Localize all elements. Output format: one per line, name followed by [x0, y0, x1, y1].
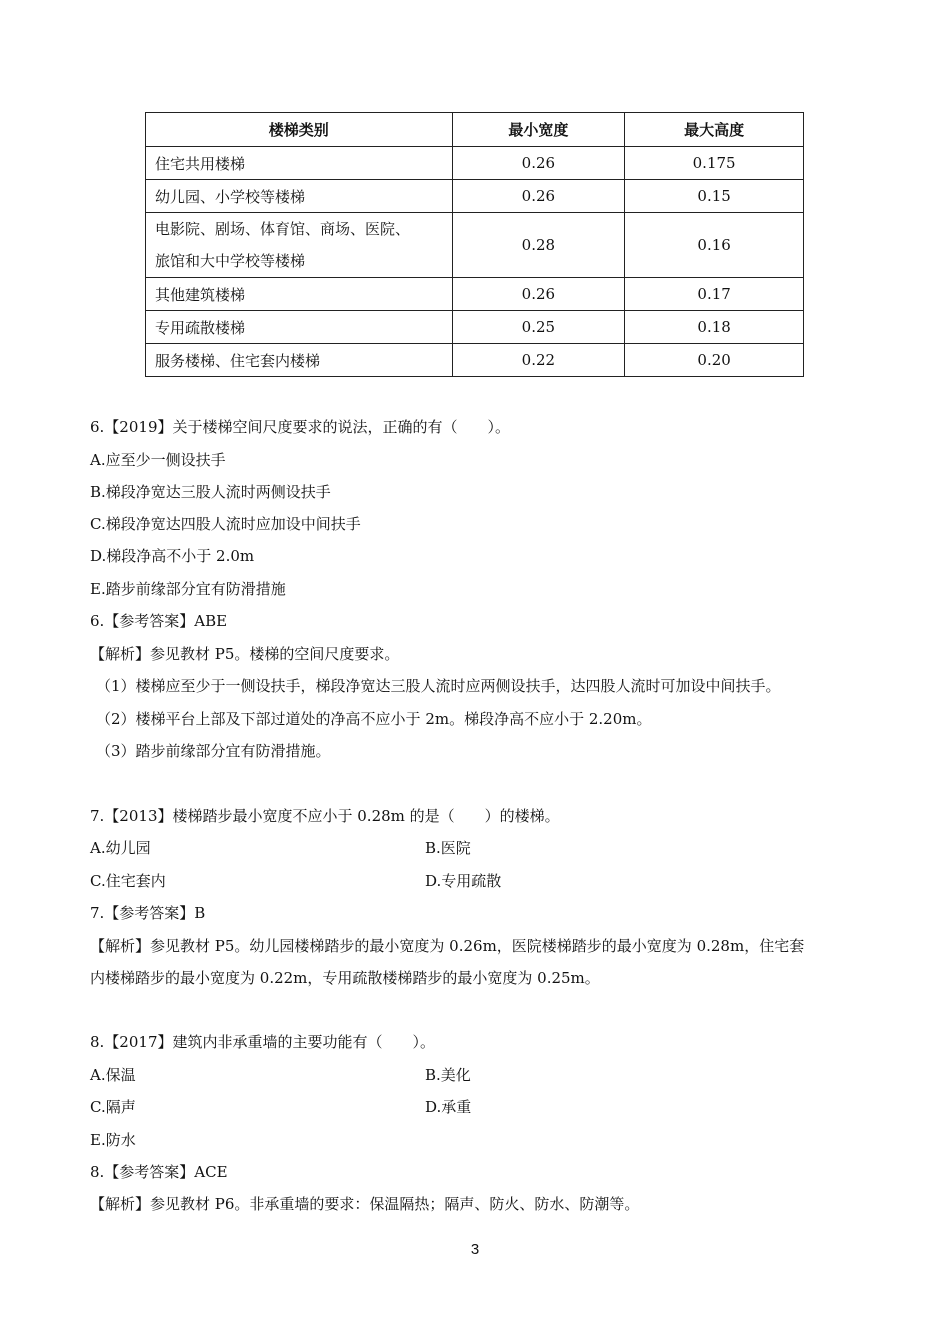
category-line-1: 电影院、剧场、体育馆、商场、医院、: [155, 220, 411, 238]
max-height-cell: 0.20: [625, 344, 804, 377]
category-cell: 专用疏散楼梯: [146, 311, 453, 344]
q8-question: 8.【2017】建筑内非承重墙的主要功能有（ ）。: [90, 1033, 435, 1051]
table-row: [146, 311, 804, 344]
table-row: [146, 180, 804, 213]
category-cell: [146, 213, 453, 278]
q8-answer: 8.【参考答案】ACE: [90, 1163, 228, 1181]
category-cell: 其他建筑楼梯: [146, 278, 453, 311]
header-max-height: 最大高度: [625, 113, 804, 147]
q8-option-b: B.美化: [425, 1066, 471, 1084]
q6-option-c: C.梯段净宽达四股人流时应加设中间扶手: [90, 515, 361, 533]
max-height-cell: 0.17: [625, 278, 804, 311]
max-height-cell: 0.16: [625, 213, 804, 278]
q6-option-a: A.应至少一侧设扶手: [90, 451, 226, 469]
category-cell: 住宅共用楼梯: [146, 147, 453, 180]
page-number: 3: [470, 1241, 480, 1258]
table-header-row: [146, 113, 804, 147]
q7-option-c: C.住宅套内: [90, 872, 166, 890]
category-cell: 幼儿园、小学校等楼梯: [146, 180, 453, 213]
min-width-cell: 0.28: [452, 213, 625, 278]
q7-answer: 7.【参考答案】B: [90, 904, 206, 922]
table-row: [146, 213, 804, 278]
category-line-2: 旅馆和大中学校等楼梯: [155, 252, 306, 270]
q8-option-a: A.保温: [90, 1066, 136, 1084]
q7-analysis-line-1: 【解析】参见教材 P5。幼儿园楼梯踏步的最小宽度为 0.26m，医院楼梯踏步的最小宽度为 0.28m，住宅套: [90, 937, 805, 955]
q7-question: 7.【2013】楼梯踏步最小宽度不应小于 0.28m 的是（ ）的楼梯。: [90, 807, 560, 825]
min-width-cell: 0.26: [452, 278, 625, 311]
table-row: [146, 344, 804, 377]
max-height-cell: 0.18: [625, 311, 804, 344]
q6-option-b: B.梯段净宽达三股人流时两侧设扶手: [90, 483, 331, 501]
q6-point-1: （1）楼梯应至少于一侧设扶手，梯段净宽达三股人流时应两侧设扶手，达四股人流时可加设中间扶手。: [96, 677, 781, 695]
q6-option-e: E.踏步前缘部分宜有防滑措施: [90, 580, 286, 598]
max-height-cell: 0.15: [625, 180, 804, 213]
q6-point-2: （2）楼梯平台上部及下部过道处的净高不应小于 2m。梯段净高不应小于 2.20m。: [96, 710, 652, 728]
category-cell: 服务楼梯、住宅套内楼梯: [146, 344, 453, 377]
min-width-cell: 0.25: [452, 311, 625, 344]
min-width-cell: 0.26: [452, 147, 625, 180]
header-category: 楼梯类别: [146, 113, 453, 147]
table-row: [146, 278, 804, 311]
q6-option-d: D.梯段净高不小于 2.0m: [90, 547, 255, 565]
q6-point-3: （3）踏步前缘部分宜有防滑措施。: [96, 742, 331, 760]
max-height-cell: 0.175: [625, 147, 804, 180]
header-min-width: 最小宽度: [452, 113, 625, 147]
q6-analysis: 【解析】参见教材 P5。楼梯的空间尺度要求。: [90, 645, 400, 663]
q8-analysis: 【解析】参见教材 P6。非承重墙的要求：保温隔热；隔声、防火、防水、防潮等。: [90, 1195, 640, 1213]
q7-option-b: B.医院: [425, 839, 471, 857]
q6-answer: 6.【参考答案】ABE: [90, 612, 228, 630]
table-row: [146, 147, 804, 180]
min-width-cell: 0.22: [452, 344, 625, 377]
q8-option-c: C.隔声: [90, 1098, 136, 1116]
q8-option-d: D.承重: [425, 1098, 472, 1116]
q7-analysis-line-2: 内楼梯踏步的最小宽度为 0.22m，专用疏散楼梯踏步的最小宽度为 0.25m。: [90, 969, 600, 987]
q7-option-a: A.幼儿园: [90, 839, 151, 857]
stair-spec-table: [145, 112, 804, 377]
q7-option-d: D.专用疏散: [425, 872, 502, 890]
min-width-cell: 0.26: [452, 180, 625, 213]
q6-question: 6.【2019】关于楼梯空间尺度要求的说法，正确的有（ ）。: [90, 418, 510, 436]
q8-option-e: E.防水: [90, 1131, 136, 1149]
